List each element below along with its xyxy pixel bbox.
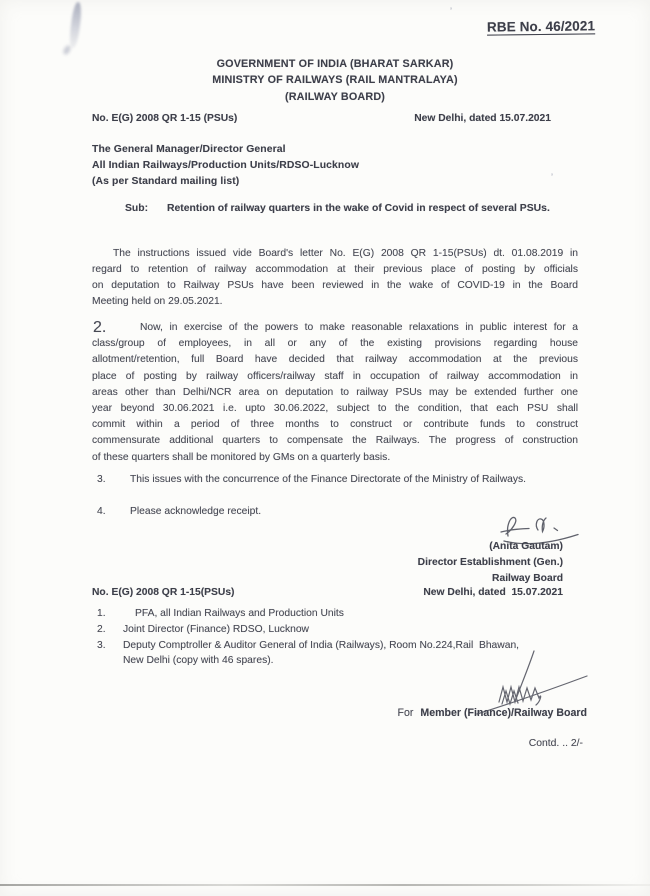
paragraph-text: Now, in exercise of the powers to make reasonable relaxations in public interest for a class/group of employees, in all or any of the existing provisions regarding house allotment/retention, full Board have decided that railway accommodation at the previous place of posting by railway officers/railway staff in occupation of railway accommodation in areas other than Delhi/NCR area on deputation to railway PSUs may be extended further one year beyond 30.06.2021 i.e. upto 30.06.2022, subject to the condition, that each PSU shall commit within a period of three months to construct or contribute funds to construct commensurate additional quarters to compensate the Railways. The progress of construction of these quarters shall be monitored by GMs on a quarterly basis. bbox=[92, 322, 578, 463]
paragraph-number: 2. bbox=[93, 319, 107, 336]
signatory-office: Railway Board bbox=[492, 572, 563, 584]
scan-artifact-streak bbox=[68, 2, 83, 49]
contd-note: Contd. .. 2/- bbox=[528, 738, 583, 749]
subject-label: Sub: bbox=[125, 203, 149, 214]
ref-number: No. E(G) 2008 QR 1-15 (PSUs) bbox=[92, 113, 238, 124]
signature-date-line: New Delhi, dated 15.07.2021 bbox=[423, 587, 563, 598]
paragraph-number: 3. bbox=[97, 474, 106, 485]
signatory-designation: Director Establishment (Gen.) bbox=[417, 556, 563, 568]
subject-text: Retention of railway quarters in the wake of Covid in respect of several PSUs. bbox=[167, 203, 550, 214]
distribution-item bbox=[92, 622, 602, 638]
signature-ink-2 bbox=[472, 650, 594, 718]
signed-for-prefix: For bbox=[397, 707, 414, 719]
ref-number-line-2 bbox=[92, 587, 563, 598]
rbe-number: RBE No. 46/2021 bbox=[486, 18, 596, 35]
subject-line bbox=[92, 203, 597, 214]
signatory-name: (Anita Gautam) bbox=[489, 541, 563, 552]
item-number: 2. bbox=[97, 623, 106, 635]
date-line: New Delhi, dated 15.07.2021 bbox=[414, 113, 551, 124]
page-bottom-edge bbox=[0, 884, 650, 886]
body-paragraph-2 bbox=[92, 320, 578, 466]
scan-artifact-dot bbox=[62, 44, 72, 56]
item-text: PFA, all Indian Railways and Production Units bbox=[135, 608, 344, 619]
paragraph-text: This issues with the concurrence of the Finance Directorate of the Ministry of Railways. bbox=[130, 474, 527, 485]
ref-number-line bbox=[92, 113, 551, 124]
scan-speck: ’ bbox=[551, 172, 553, 182]
item-text: Deputy Comptroller & Auditor General of India (Railways), Room No.224,Rail Bhawan, New Delhi (copy with 46 spares). bbox=[123, 639, 520, 667]
paragraph-number: 4. bbox=[97, 506, 106, 517]
body-paragraph-3 bbox=[92, 474, 592, 485]
letterhead: GOVERNMENT OF INDIA (BHARAT SARKAR) MINISTRY OF RAILWAYS (RAIL MANTRALAYA) (RAILWAY BOARD) bbox=[212, 58, 458, 103]
distribution-item bbox=[92, 606, 602, 622]
item-text: Joint Director (Finance) RDSO, Lucknow bbox=[123, 623, 309, 635]
signed-for-title: Member (Finance)/Railway Board bbox=[420, 707, 587, 719]
signatory-block bbox=[300, 539, 563, 587]
body-paragraph-1: The instructions issued vide Board's letter No. E(G) 2008 QR 1-15(PSUs) dt. 01.08.2019 in regard to retention of railway accommodation at their previous place of posting by officials on deputation to Railway PSUs have been reviewed in the wake of COVID-19 in the Board Meeting held on 29.05.2021. bbox=[92, 248, 578, 308]
addressee-block: The General Manager/Director General All Indian Railways/Production Units/RDSO-Lucknow (As per Standard mailing list) bbox=[92, 144, 359, 187]
ref-number-2: No. E(G) 2008 QR 1-15(PSUs) bbox=[92, 587, 235, 598]
paragraph-text: Please acknowledge receipt. bbox=[130, 506, 262, 517]
scan-speck: ’ bbox=[450, 6, 452, 16]
item-number: 3. bbox=[97, 639, 106, 651]
item-number: 1. bbox=[97, 608, 106, 619]
